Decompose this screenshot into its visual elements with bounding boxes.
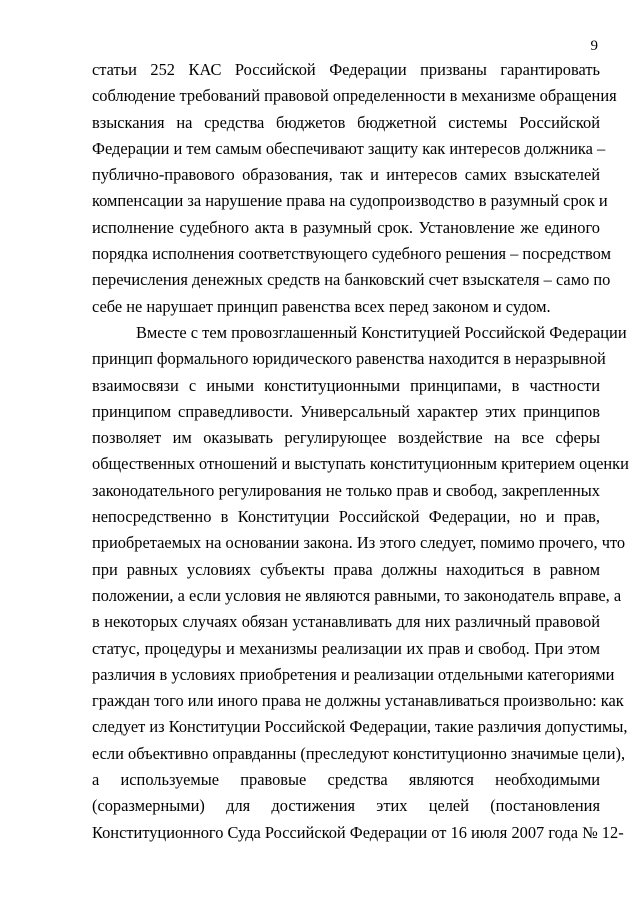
text-line: законодательного регулирования не только прав и свобод, закрепленных — [92, 480, 600, 500]
text-line: следует из Конституции Российской Федерации, такие различия допустимы, — [92, 717, 628, 737]
text-line: статьи 252 КАС Российской Федерации призваны гарантировать — [92, 60, 600, 79]
text-line: себе не нарушает принцип равенства всех перед законом и судом. — [92, 296, 551, 316]
text-line: положении, а если условия не являются равными, то законодатель вправе, а — [92, 585, 622, 605]
text-line: соблюдение требований правовой определенности в механизме обращения — [92, 86, 617, 106]
text-line: в некоторых случаях обязан устанавливать для них различный правовой — [92, 612, 600, 632]
text-line: при равных условиях субъекты права должны находиться в равном — [92, 559, 600, 579]
text-line: принцип формального юридического равенства находится в неразрывной — [92, 349, 606, 369]
text-line: если объективно оправданны (преследуют конституционно значимые цели), — [92, 743, 626, 763]
text-line: взыскания на средства бюджетов бюджетной системы Российской — [92, 112, 600, 132]
text-line: (соразмерными) для достижения этих целей (постановления — [92, 796, 600, 816]
text-line: взаимосвязи с иными конституционными принципами, в частности — [92, 375, 600, 395]
text-line: непосредственно в Конституции Российской Федерации, но и прав, — [92, 507, 600, 527]
text-line: позволяет им оказывать регулирующее воздействие на все сферы — [92, 428, 600, 448]
text-line: а используемые правовые средства являются необходимыми — [92, 770, 600, 790]
text-line: перечисления денежных средств на банковский счет взыскателя – само по — [92, 270, 611, 290]
text-line: приобретаемых на основании закона. Из этого следует, помимо прочего, что — [92, 533, 626, 553]
text-line: различия в условиях приобретения и реализации отдельными категориями — [92, 664, 615, 684]
text-line: граждан того или иного права не должны устанавливаться произвольно: как — [92, 691, 624, 711]
text-line: исполнение судебного акта в разумный срок. Установление же единого — [92, 217, 600, 237]
text-line: порядка исполнения соответствующего судебного решения – посредством — [92, 244, 611, 264]
document-body — [92, 57, 629, 846]
text-line: принципом справедливости. Универсальный характер этих принципов — [92, 401, 600, 421]
text-line: компенсации за нарушение права на судопроизводство в разумный срок и — [92, 191, 608, 211]
text-line: статус, процедуры и механизмы реализации их прав и свобод. При этом — [92, 638, 600, 658]
page-number: 9 — [590, 38, 598, 54]
text-line: Конституционного Суда Российской Федерации от 16 июля 2007 года № 12- — [92, 822, 624, 842]
text-line: общественных отношений и выступать конституционным критерием оценки — [92, 454, 629, 474]
text-line: публично-правового образования, так и интересов самих взыскателей — [92, 165, 600, 185]
text-line: Вместе с тем провозглашенный Конституцией Российской Федерации — [136, 322, 627, 342]
text-line: Федерации и тем самым обеспечивают защиту как интересов должника – — [92, 138, 606, 158]
